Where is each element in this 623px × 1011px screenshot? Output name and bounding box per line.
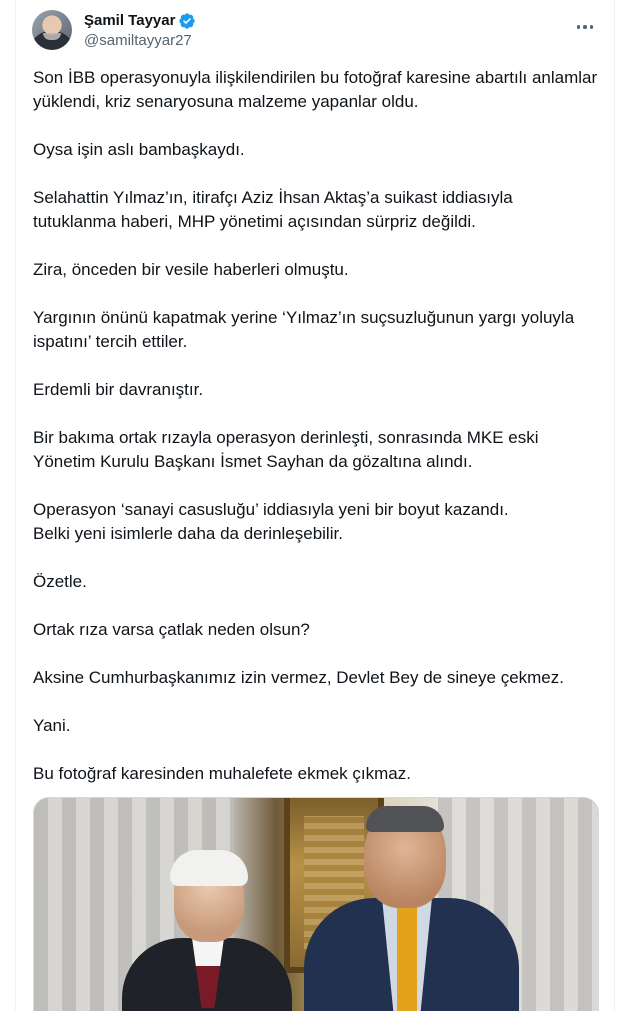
photo-person-left-hair [170, 850, 248, 886]
tweet-paragraph: Aksine Cumhurbaşkanımız izin vermez, Devlet Bey de sineye çekmez. [33, 668, 564, 687]
more-options-button[interactable] [568, 10, 602, 44]
author-name-row [84, 11, 196, 31]
more-horizontal-icon [577, 25, 581, 29]
tweet-paragraph: Erdemli bir davranıştır. [33, 380, 204, 399]
tweet-photo[interactable] [33, 797, 599, 1011]
tweet-paragraph: Bir bakıma ortak rızayla operasyon derinleşti, sonrasında MKE eski Yönetim Kurulu Başkanı İsmet Sayhan da gözaltına alındı. [33, 428, 539, 471]
tweet-paragraph: Ortak rıza varsa çatlak neden olsun? [33, 620, 310, 639]
tweet-paragraph: Yargının önünü kapatmak yerine ‘Yılmaz’ın suçsuzluğunun yargı yoluyla ispatını’ tercih ettiler. [33, 308, 575, 351]
tweet-paragraph: Yani. [33, 716, 71, 735]
tweet-paragraph: Zira, önceden bir vesile haberleri olmuştu. [33, 260, 349, 279]
verified-badge-icon [178, 12, 196, 30]
tweet-paragraph: Oysa işin aslı bambaşkaydı. [33, 140, 245, 159]
more-dot [583, 25, 587, 29]
tweet-text [33, 66, 598, 810]
tweet-paragraph: Selahattin Yılmaz’ın, itirafçı Aziz İhsan Aktaş’a suikast iddiasıyla tutuklanma haberi, MHP yönetimi açısından sürpriz değildi. [33, 188, 513, 231]
avatar[interactable] [32, 10, 72, 50]
tweet-header [32, 10, 602, 54]
tweet-paragraph: Bu fotoğraf karesinden muhalefete ekmek çıkmaz. [33, 764, 411, 783]
tweet-paragraph: Özetle. [33, 572, 87, 591]
more-dot [590, 25, 594, 29]
tweet-card [15, 0, 615, 1011]
tweet-paragraph: Son İBB operasyonuyla ilişkilendirilen bu fotoğraf karesine abartılı anlamlar yüklendi, kriz senaryosuna malzeme yapanlar oldu. [33, 68, 598, 111]
tweet-paragraph: Operasyon ‘sanayi casusluğu’ iddiasıyla yeni bir boyut kazandı. Belki yeni isimlerle daha da derinleşebilir. [33, 500, 509, 543]
author-name[interactable]: Şamil Tayyar [84, 12, 176, 29]
author-handle[interactable]: @samiltayyar27 [84, 32, 192, 49]
photo-person-right-hair [366, 806, 444, 832]
